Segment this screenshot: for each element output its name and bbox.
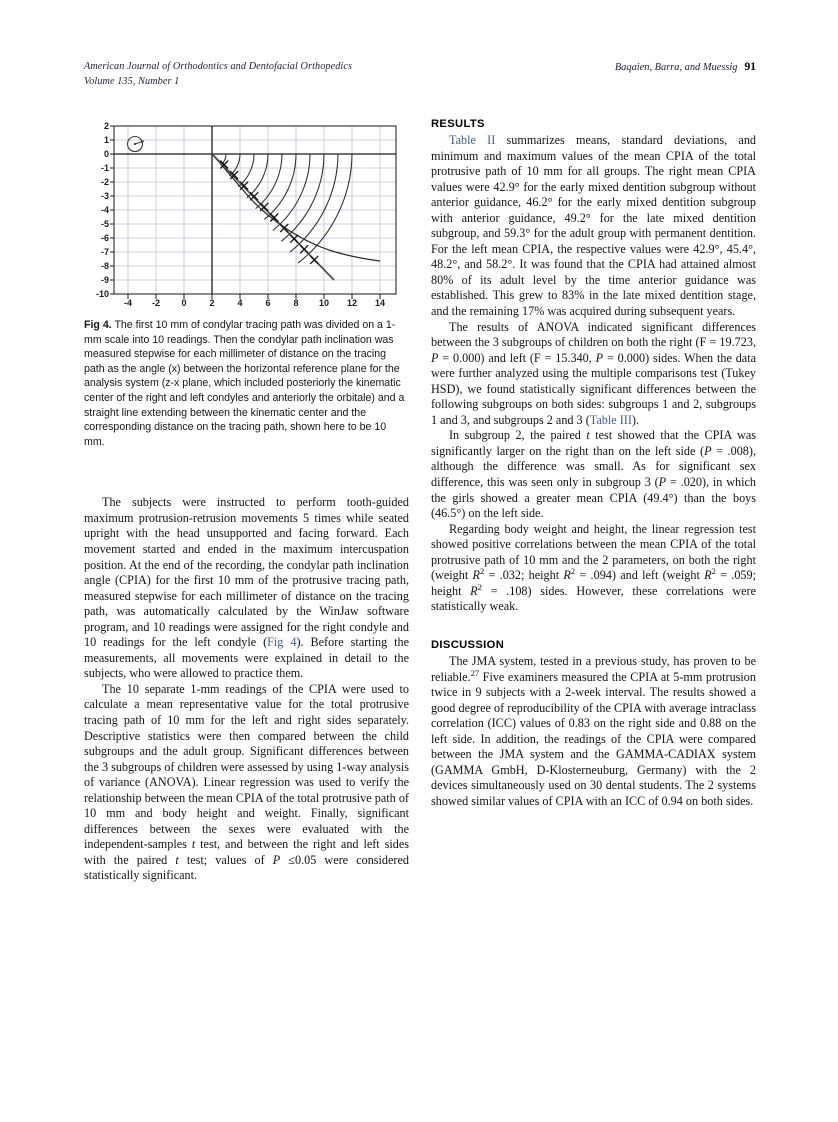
svg-text:-3: -3	[100, 191, 109, 201]
results-paragraph-2-text: The results of ANOVA indicated significant differences between the 3 subgroups of children on both the right (F = 19.723, P = 0.000) and left (F = 15.340, P = 0.000) sides. When the data were further analyzed using the multiple comparisons test (Tukey HSD), we found statistically significant differences between the following subgroups on both sides: subgroups 1 and 2, subgroups 1 and 3, and subgroups 2 and 3 (Table III).	[431, 319, 757, 427]
svg-text:-2: -2	[151, 298, 161, 306]
svg-text:-1: -1	[100, 163, 109, 173]
y-tick-marks	[110, 126, 114, 294]
svg-text:-9: -9	[100, 275, 109, 285]
results-paragraph-2	[431, 320, 756, 429]
svg-text:2: 2	[103, 121, 109, 131]
volume-issue: Volume 135, Number 1	[84, 75, 180, 87]
statistic-symbol-r-squared: $R^2$	[563, 566, 576, 583]
statistic-symbol-r-squared: $R^2$	[470, 581, 482, 598]
svg-text:10: 10	[318, 298, 330, 306]
svg-text:-4: -4	[100, 205, 109, 215]
discussion-paragraph-1-text: The JMA system, tested in a previous study, has proven to be reliable.$^{27}$ Five examiners measured the CPIA at 5-mm protrusion twice in 9 subjects with a 2-week interval. The results showed a good degree of reproducibility of the CPIA with average intraclass correlation (ICC) values of 0.83 on the right side and 0.88 on the left side. In addition, the readings of the CPIA were compared between the JMA system and the GAMMA-CADIAX system (GAMMA GmbH, D-Klosterneuburg, Germany) with the 2 devices simultaneously used on 30 dental students. The 2 systems showed similar values of CPIA with an ICC of 0.94 on both sides.	[431, 653, 756, 808]
y-tick-labels	[96, 121, 109, 299]
authors-names: Baqaien, Barra, and Muessig	[614, 62, 738, 73]
svg-text:8: 8	[293, 298, 299, 306]
svg-text:4: 4	[237, 298, 243, 306]
results-paragraph-4-text: Regarding body weight and height, the linear regression test showed positive correlations between the mean CPIA of the total protrusive path of 10 mm and the 2 parameters, on both the right (weight $R^2 = .032$; height $R^2 = .094$) and left (weight $R^2 = .059$; height $R^2 = .108$) sides. However, these correlations were statistically weak.	[431, 521, 756, 614]
table-2-crossreference[interactable]: Table II	[449, 133, 496, 147]
reference-marker-27[interactable]: reliable.$^{27}$	[431, 667, 480, 684]
discussion-heading: DISCUSSION	[431, 638, 505, 651]
svg-text:-6: -6	[100, 233, 109, 243]
svg-text:-8: -8	[100, 261, 109, 271]
statistic-symbol-p: P	[658, 475, 667, 490]
results-paragraph-1	[431, 133, 756, 320]
chart-svg	[84, 118, 406, 306]
discussion-paragraph-1	[431, 654, 756, 809]
left-column	[84, 118, 409, 884]
figure-body-gap	[84, 455, 409, 495]
figure-caption	[84, 318, 406, 449]
results-paragraph-3-text: In subgroup 2, the paired t test showed that the CPIA was significantly larger on the right than on the left side (P = .008), although the difference was small. As for significant sex difference, this was seen only in subgroup 3 (P = .020), in which the girls showed a greater mean CPIA (49.4°) than the boys (46.5°) on the left side.	[431, 428, 757, 521]
running-head-authors-block	[615, 60, 756, 76]
page-number: 91	[744, 61, 756, 73]
page-columns	[84, 118, 756, 884]
svg-text:0: 0	[181, 298, 187, 306]
svg-text:6: 6	[265, 298, 271, 306]
svg-text:2: 2	[209, 298, 215, 306]
left-paragraph-2	[84, 682, 409, 884]
figure-4	[84, 118, 406, 449]
condylar-tracing-chart	[84, 118, 406, 306]
journal-title: American Journal of Orthodontics and Dentofacial Orthopedics	[84, 61, 353, 72]
statistic-symbol-t: t	[175, 852, 179, 867]
table-iii-crossreference[interactable]: Table III	[589, 412, 632, 427]
svg-text:-4: -4	[123, 298, 133, 306]
results-paragraph-3	[431, 428, 756, 521]
left-paragraph-2-text: The 10 separate 1-mm readings of the CPIA were used to calculate a mean representative value for the total protrusive tracing path of 10 mm for the left and right sides separately. Descriptive statistics were then compared between the child subgroups and the adult group. Significant differences between the 3 subgroups of children were assessed by using 1-way analysis of variance (ANOVA). Linear regression was used to verify the relationship between the mean CPIA of the total protrusive path of 10 mm and body height and weight. Finally, significant differences between the sexes were evaluated with the independent-samples t test, and between the right and left sides with the paired t test; values of P ≤0.05 were considered statistically significant.	[84, 681, 409, 883]
results-paragraph-1-text: summarizes means, standard deviations, and minimum and maximum values of the mean CPIA of the total protrusive path of 10 mm for all groups. The right mean CPIA values were 42.9° for the early mixed dentition subgroup without anterior guidance, 46.2° for the early mixed dentition subgroup with anterior guidance, 49.2° for the late mixed dentition subgroup, and 59.3° for the adult group with permanent dentition. For the left mean CPIA, the respective values were 42.9°, 45.4°, 48.2°, and 58.2°. It was found that the CPIA had attained almost 80% of its adult level by the time anterior guidance was established. This grew to 83% in the late mixed dentition stage, and the remaining 17% was acquired during subsequent years.	[431, 133, 757, 319]
statistic-symbol-t: t	[191, 837, 196, 852]
svg-text:12: 12	[346, 298, 358, 306]
fig-4-crossreference[interactable]: Fig 4	[267, 635, 297, 650]
statistic-symbol-r-squared: $R^2$	[704, 566, 716, 583]
left-paragraph-1	[84, 495, 409, 682]
statistic-symbol-p: P	[595, 350, 604, 365]
svg-text:-10: -10	[95, 289, 109, 299]
svg-text:0: 0	[103, 149, 109, 159]
statistic-symbol-t: t	[586, 428, 590, 443]
statistic-symbol-p: P	[272, 852, 281, 867]
right-column	[431, 118, 756, 884]
figure-caption-text: The first 10 mm of condylar tracing path was divided on a 1-mm scale into 10 readings. Then the condylar path inclination was measured stepwise for each millimeter of distance on the tracing path as the angle (x) between the horizontal reference plane for the analysis system (z-x plane, which included posteriorly the kinematic center of the right and left condyles and anteriorly the orbitale) and a straight line extending between the kinematic center and the corresponding distance on the tracing path, shown here to be 10 mm.	[84, 319, 405, 448]
running-head-journal-block	[84, 60, 352, 89]
running-head	[84, 60, 756, 89]
statistic-symbol-p: P	[431, 350, 439, 365]
svg-text:1: 1	[103, 135, 109, 145]
results-paragraph-4	[431, 522, 756, 615]
figure-label: Fig 4.	[84, 319, 112, 331]
statistic-symbol-r-squared: $R^2$	[472, 566, 485, 583]
results-heading: RESULTS	[431, 118, 485, 130]
svg-text:14: 14	[374, 298, 386, 306]
statistic-symbol-p: P	[704, 443, 712, 458]
svg-text:-2: -2	[100, 177, 109, 187]
left-paragraph-1-text: The subjects were instructed to perform tooth-guided maximum protrusion-retrusion movements 5 times while seated upright with the head unsupported and facing forward. Each movement started and ended in the maximum intercuspation position. At the end of the recording, the condylar path inclination angle (CPIA) for the first 10 mm of the protrusive tracing path, measured stepwise for each millimeter of distance on the tracing path, was automatically calculated by the WinJaw software program, and 10 readings were assigned for the right condyle and 10 readings for the left condyle (Fig 4). Before starting the measurements, all movements were explained in detail to the subjects, who were allowed to practice them.	[84, 495, 410, 681]
x-tick-labels	[124, 298, 385, 306]
svg-text:-7: -7	[100, 247, 109, 257]
x-tick-marks	[128, 294, 380, 299]
svg-text:-5: -5	[100, 219, 109, 229]
